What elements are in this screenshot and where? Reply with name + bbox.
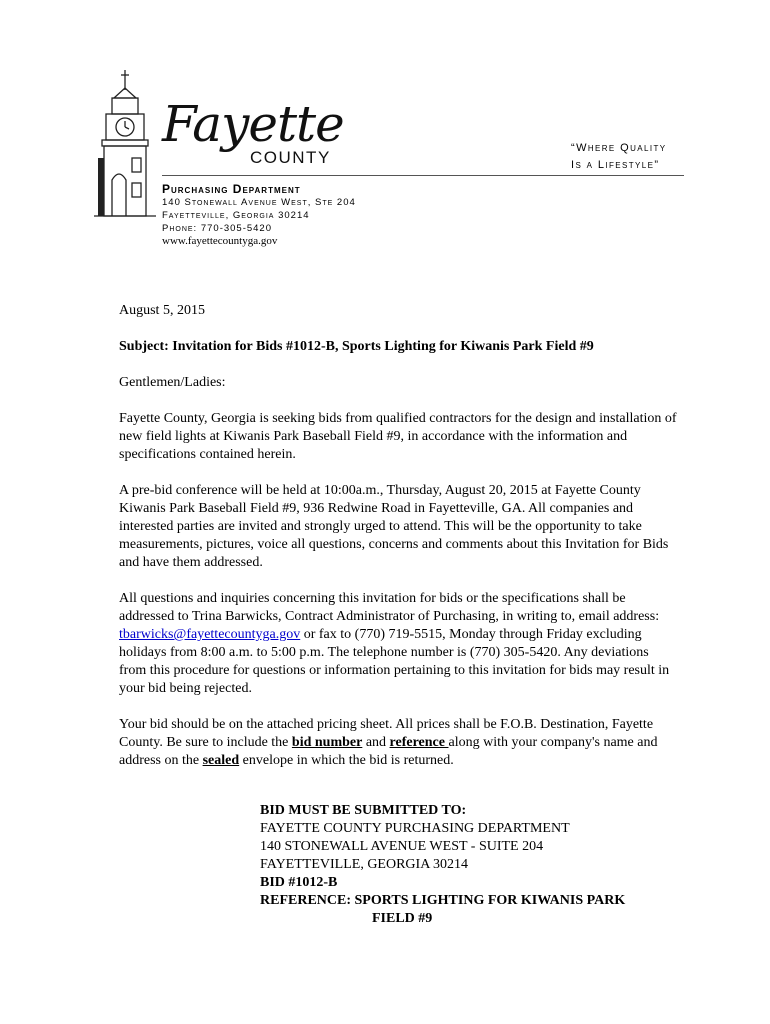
slogan-line-1: “Where Quality	[571, 142, 667, 154]
department-website: www.fayettecountyga.gov	[162, 235, 278, 247]
submission-block	[260, 802, 690, 928]
brand-wordmark: Fayette	[162, 95, 344, 153]
slogan	[571, 140, 667, 174]
submission-bid-number: BID #1012-B	[260, 875, 338, 890]
submission-line-1: FAYETTE COUNTY PURCHASING DEPARTMENT	[260, 821, 570, 836]
department-info	[162, 182, 356, 248]
instructions-text-a: Your bid should be on the attached pricing sheet. All prices shall be F.O.B. Destination, Fayette County. Be sure to include the	[119, 717, 654, 750]
clock-tower-logo	[92, 68, 162, 218]
letter-salutation: Gentlemen/Ladies:	[119, 375, 226, 390]
inquiries-text-end: or fax to (770) 719-5515, Monday through Friday excluding holidays from 8:00 a.m. to 5:00 p.m. The telephone number is (770) 305-5420. Any deviations from this procedure for questions or information pertaining to this invitation for bids may result in your bid being rejected.	[119, 627, 670, 696]
submission-line-2: 140 STONEWALL AVENUE WEST - SUITE 204	[260, 839, 544, 854]
submission-line-3: FAYETTEVILLE, GEORGIA 30214	[260, 857, 469, 872]
instructions-text-d: envelope in which the bid is returned.	[239, 753, 454, 768]
submission-reference: REFERENCE: SPORTS LIGHTING FOR KIWANIS PARK	[260, 893, 626, 908]
department-title: Purchasing Department	[162, 182, 301, 196]
inquiries-text-start: All questions and inquiries concerning this invitation for bids or the specifications shall be addressed to Trina Barwicks, Contract Administrator of Purchasing, in writing to, email address:	[119, 591, 660, 624]
letter-subject: Subject: Invitation for Bids #1012-B, Sports Lighting for Kiwanis Park Field #9	[119, 339, 594, 354]
submission-heading: BID MUST BE SUBMITTED TO:	[260, 803, 467, 818]
brand-county-label: COUNTY	[250, 148, 331, 167]
slogan-line-2: Is a Lifestyle”	[571, 159, 660, 171]
department-address-2: Fayetteville, Georgia 30214	[162, 210, 310, 221]
instructions-text-c: along with your company's name and address on the	[119, 735, 658, 768]
contact-email-link[interactable]: tbarwicks@fayettecountyga.gov	[119, 627, 301, 642]
submission-reference-cont: FIELD #9	[372, 911, 433, 926]
paragraph-inquiries	[119, 590, 679, 698]
instructions-text-b: and	[362, 735, 390, 750]
letter-date: August 5, 2015	[119, 303, 205, 318]
bid-number-emphasis: bid number	[291, 735, 363, 750]
paragraph-pre-bid: A pre-bid conference will be held at 10:00a.m., Thursday, August 20, 2015 at Fayette County Kiwanis Park Baseball Field #9, 936 Redwine Road in Fayetteville, GA. All companies and interested parties are invited and strongly urged to attend. This will be the opportunity to take measurements, pictures, voice all questions, concerns and comments about this Invitation for Bids and have them addressed.	[119, 483, 669, 570]
sealed-emphasis: sealed	[202, 753, 240, 768]
reference-emphasis: reference	[389, 735, 449, 750]
paragraph-instructions	[119, 716, 679, 770]
letterhead-rule	[162, 175, 684, 176]
department-phone: Phone: 770-305-5420	[162, 223, 273, 234]
letterhead	[0, 0, 770, 290]
department-address-1: 140 Stonewall Avenue West, Ste 204	[162, 197, 356, 208]
paragraph-intro: Fayette County, Georgia is seeking bids from qualified contractors for the design and installation of new field lights at Kiwanis Park Baseball Field #9, in accordance with the information and specifications contained herein.	[119, 411, 677, 462]
letter-body	[119, 302, 679, 788]
